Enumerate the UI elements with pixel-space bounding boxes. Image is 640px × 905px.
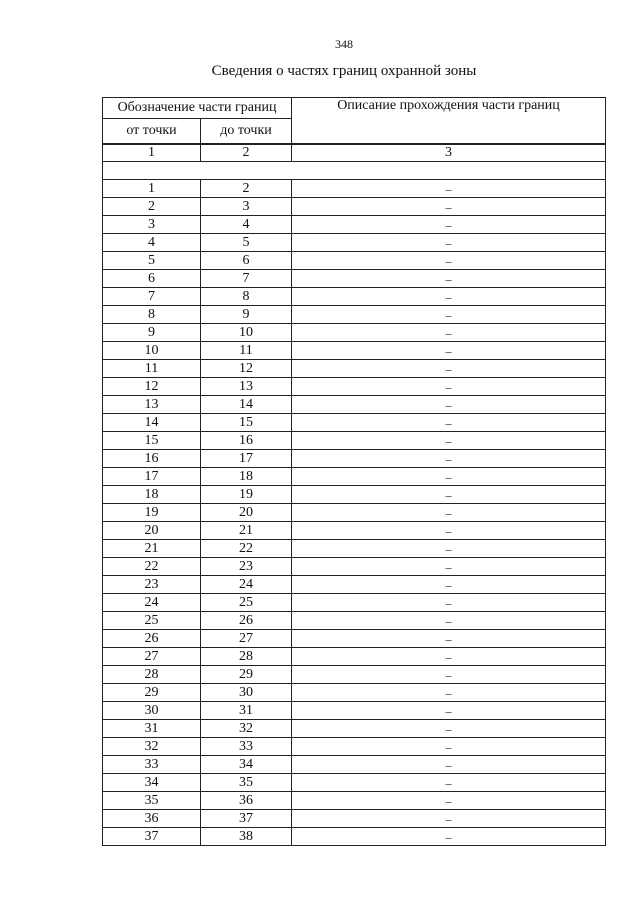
table-row (103, 684, 606, 702)
from-point-cell: 15 (103, 432, 201, 450)
from-point-cell: 1 (103, 180, 201, 198)
description-cell: – (292, 648, 606, 666)
to-point-cell: 11 (201, 342, 292, 360)
description-cell: – (292, 810, 606, 828)
to-point-cell: 2 (201, 180, 292, 198)
description-cell: – (292, 738, 606, 756)
description-cell: – (292, 324, 606, 342)
table-row (103, 702, 606, 720)
from-point-cell: 35 (103, 792, 201, 810)
description-cell: – (292, 270, 606, 288)
table-row (103, 738, 606, 756)
column-number: 1 (103, 145, 201, 162)
from-point-cell: 23 (103, 576, 201, 594)
from-point-cell: 12 (103, 378, 201, 396)
from-point-cell: 10 (103, 342, 201, 360)
description-cell: – (292, 378, 606, 396)
from-point-cell: 21 (103, 540, 201, 558)
description-cell: – (292, 216, 606, 234)
table-row (103, 396, 606, 414)
from-point-cell: 4 (103, 234, 201, 252)
table-row (103, 756, 606, 774)
description-cell: – (292, 396, 606, 414)
from-point-cell: 9 (103, 324, 201, 342)
table-row (103, 792, 606, 810)
table-row (103, 666, 606, 684)
description-cell: – (292, 558, 606, 576)
from-point-cell: 18 (103, 486, 201, 504)
table-row (103, 252, 606, 270)
to-point-cell: 10 (201, 324, 292, 342)
from-point-cell: 34 (103, 774, 201, 792)
from-point-cell: 36 (103, 810, 201, 828)
table-row (103, 630, 606, 648)
table-row (103, 378, 606, 396)
column-number: 3 (292, 145, 606, 162)
to-point-cell: 27 (201, 630, 292, 648)
from-point-cell: 11 (103, 360, 201, 378)
from-point-cell: 31 (103, 720, 201, 738)
table-row (103, 522, 606, 540)
table-row (103, 828, 606, 846)
to-point-cell: 14 (201, 396, 292, 414)
description-cell: – (292, 612, 606, 630)
description-cell: – (292, 450, 606, 468)
table-row (103, 612, 606, 630)
table-row (103, 360, 606, 378)
to-point-cell: 19 (201, 486, 292, 504)
from-point-cell: 5 (103, 252, 201, 270)
table-row (103, 324, 606, 342)
empty-row (103, 162, 606, 180)
table-row (103, 774, 606, 792)
table-row (103, 558, 606, 576)
from-point-cell: 2 (103, 198, 201, 216)
header-from-point: от точки (103, 119, 201, 144)
description-cell: – (292, 774, 606, 792)
to-point-cell: 9 (201, 306, 292, 324)
to-point-cell: 13 (201, 378, 292, 396)
to-point-cell: 35 (201, 774, 292, 792)
table-row (103, 216, 606, 234)
from-point-cell: 22 (103, 558, 201, 576)
to-point-cell: 23 (201, 558, 292, 576)
table-row (103, 450, 606, 468)
table-row (103, 486, 606, 504)
table-row (103, 594, 606, 612)
from-point-cell: 30 (103, 702, 201, 720)
from-point-cell: 33 (103, 756, 201, 774)
to-point-cell: 7 (201, 270, 292, 288)
description-cell: – (292, 504, 606, 522)
to-point-cell: 30 (201, 684, 292, 702)
to-point-cell: 33 (201, 738, 292, 756)
from-point-cell: 19 (103, 504, 201, 522)
to-point-cell: 15 (201, 414, 292, 432)
from-point-cell: 37 (103, 828, 201, 846)
to-point-cell: 34 (201, 756, 292, 774)
from-point-cell: 24 (103, 594, 201, 612)
from-point-cell: 3 (103, 216, 201, 234)
description-cell: – (292, 360, 606, 378)
to-point-cell: 36 (201, 792, 292, 810)
from-point-cell: 25 (103, 612, 201, 630)
table-row (103, 342, 606, 360)
description-cell: – (292, 720, 606, 738)
column-number: 2 (201, 145, 292, 162)
description-cell: – (292, 468, 606, 486)
description-cell: – (292, 666, 606, 684)
description-cell: – (292, 198, 606, 216)
to-point-cell: 21 (201, 522, 292, 540)
from-point-cell: 6 (103, 270, 201, 288)
table-row (103, 504, 606, 522)
table-row (103, 234, 606, 252)
from-point-cell: 32 (103, 738, 201, 756)
description-cell: – (292, 252, 606, 270)
from-point-cell: 20 (103, 522, 201, 540)
table-row (103, 288, 606, 306)
description-cell: – (292, 792, 606, 810)
to-point-cell: 20 (201, 504, 292, 522)
description-cell: – (292, 756, 606, 774)
description-cell: – (292, 342, 606, 360)
from-point-cell: 26 (103, 630, 201, 648)
description-cell: – (292, 414, 606, 432)
to-point-cell: 8 (201, 288, 292, 306)
table-row (103, 198, 606, 216)
to-point-cell: 18 (201, 468, 292, 486)
to-point-cell: 17 (201, 450, 292, 468)
table-row (103, 414, 606, 432)
to-point-cell: 38 (201, 828, 292, 846)
description-cell: – (292, 486, 606, 504)
to-point-cell: 16 (201, 432, 292, 450)
description-cell: – (292, 630, 606, 648)
header-to-point: до точки (201, 119, 292, 144)
to-point-cell: 26 (201, 612, 292, 630)
description-cell: – (292, 432, 606, 450)
to-point-cell: 6 (201, 252, 292, 270)
description-cell: – (292, 702, 606, 720)
table-row (103, 432, 606, 450)
table-row (103, 810, 606, 828)
from-point-cell: 29 (103, 684, 201, 702)
table-row (103, 540, 606, 558)
to-point-cell: 12 (201, 360, 292, 378)
from-point-cell: 8 (103, 306, 201, 324)
description-cell: – (292, 576, 606, 594)
to-point-cell: 22 (201, 540, 292, 558)
to-point-cell: 37 (201, 810, 292, 828)
table-body (103, 180, 606, 846)
table-row (103, 648, 606, 666)
from-point-cell: 28 (103, 666, 201, 684)
to-point-cell: 28 (201, 648, 292, 666)
description-cell: – (292, 306, 606, 324)
description-cell: – (292, 522, 606, 540)
to-point-cell: 4 (201, 216, 292, 234)
header-boundary-designation: Обозначение части границ (103, 98, 292, 119)
to-point-cell: 5 (201, 234, 292, 252)
table-row (103, 576, 606, 594)
to-point-cell: 29 (201, 666, 292, 684)
description-cell: – (292, 234, 606, 252)
table-row (103, 270, 606, 288)
description-cell: – (292, 594, 606, 612)
table-row (103, 468, 606, 486)
from-point-cell: 14 (103, 414, 201, 432)
description-cell: – (292, 288, 606, 306)
description-cell: – (292, 540, 606, 558)
from-point-cell: 17 (103, 468, 201, 486)
from-point-cell: 13 (103, 396, 201, 414)
description-cell: – (292, 684, 606, 702)
from-point-cell: 16 (103, 450, 201, 468)
from-point-cell: 7 (103, 288, 201, 306)
page-title: Сведения о частях границ охранной зоны (211, 63, 477, 79)
header-description: Описание прохождения части границ (292, 98, 606, 144)
page-number: 348 (335, 37, 353, 51)
description-cell: – (292, 828, 606, 846)
boundary-parts-table (102, 97, 606, 846)
to-point-cell: 3 (201, 198, 292, 216)
table-row (103, 306, 606, 324)
from-point-cell: 27 (103, 648, 201, 666)
table-row (103, 720, 606, 738)
table-row (103, 180, 606, 198)
to-point-cell: 24 (201, 576, 292, 594)
description-cell: – (292, 180, 606, 198)
to-point-cell: 31 (201, 702, 292, 720)
to-point-cell: 32 (201, 720, 292, 738)
to-point-cell: 25 (201, 594, 292, 612)
